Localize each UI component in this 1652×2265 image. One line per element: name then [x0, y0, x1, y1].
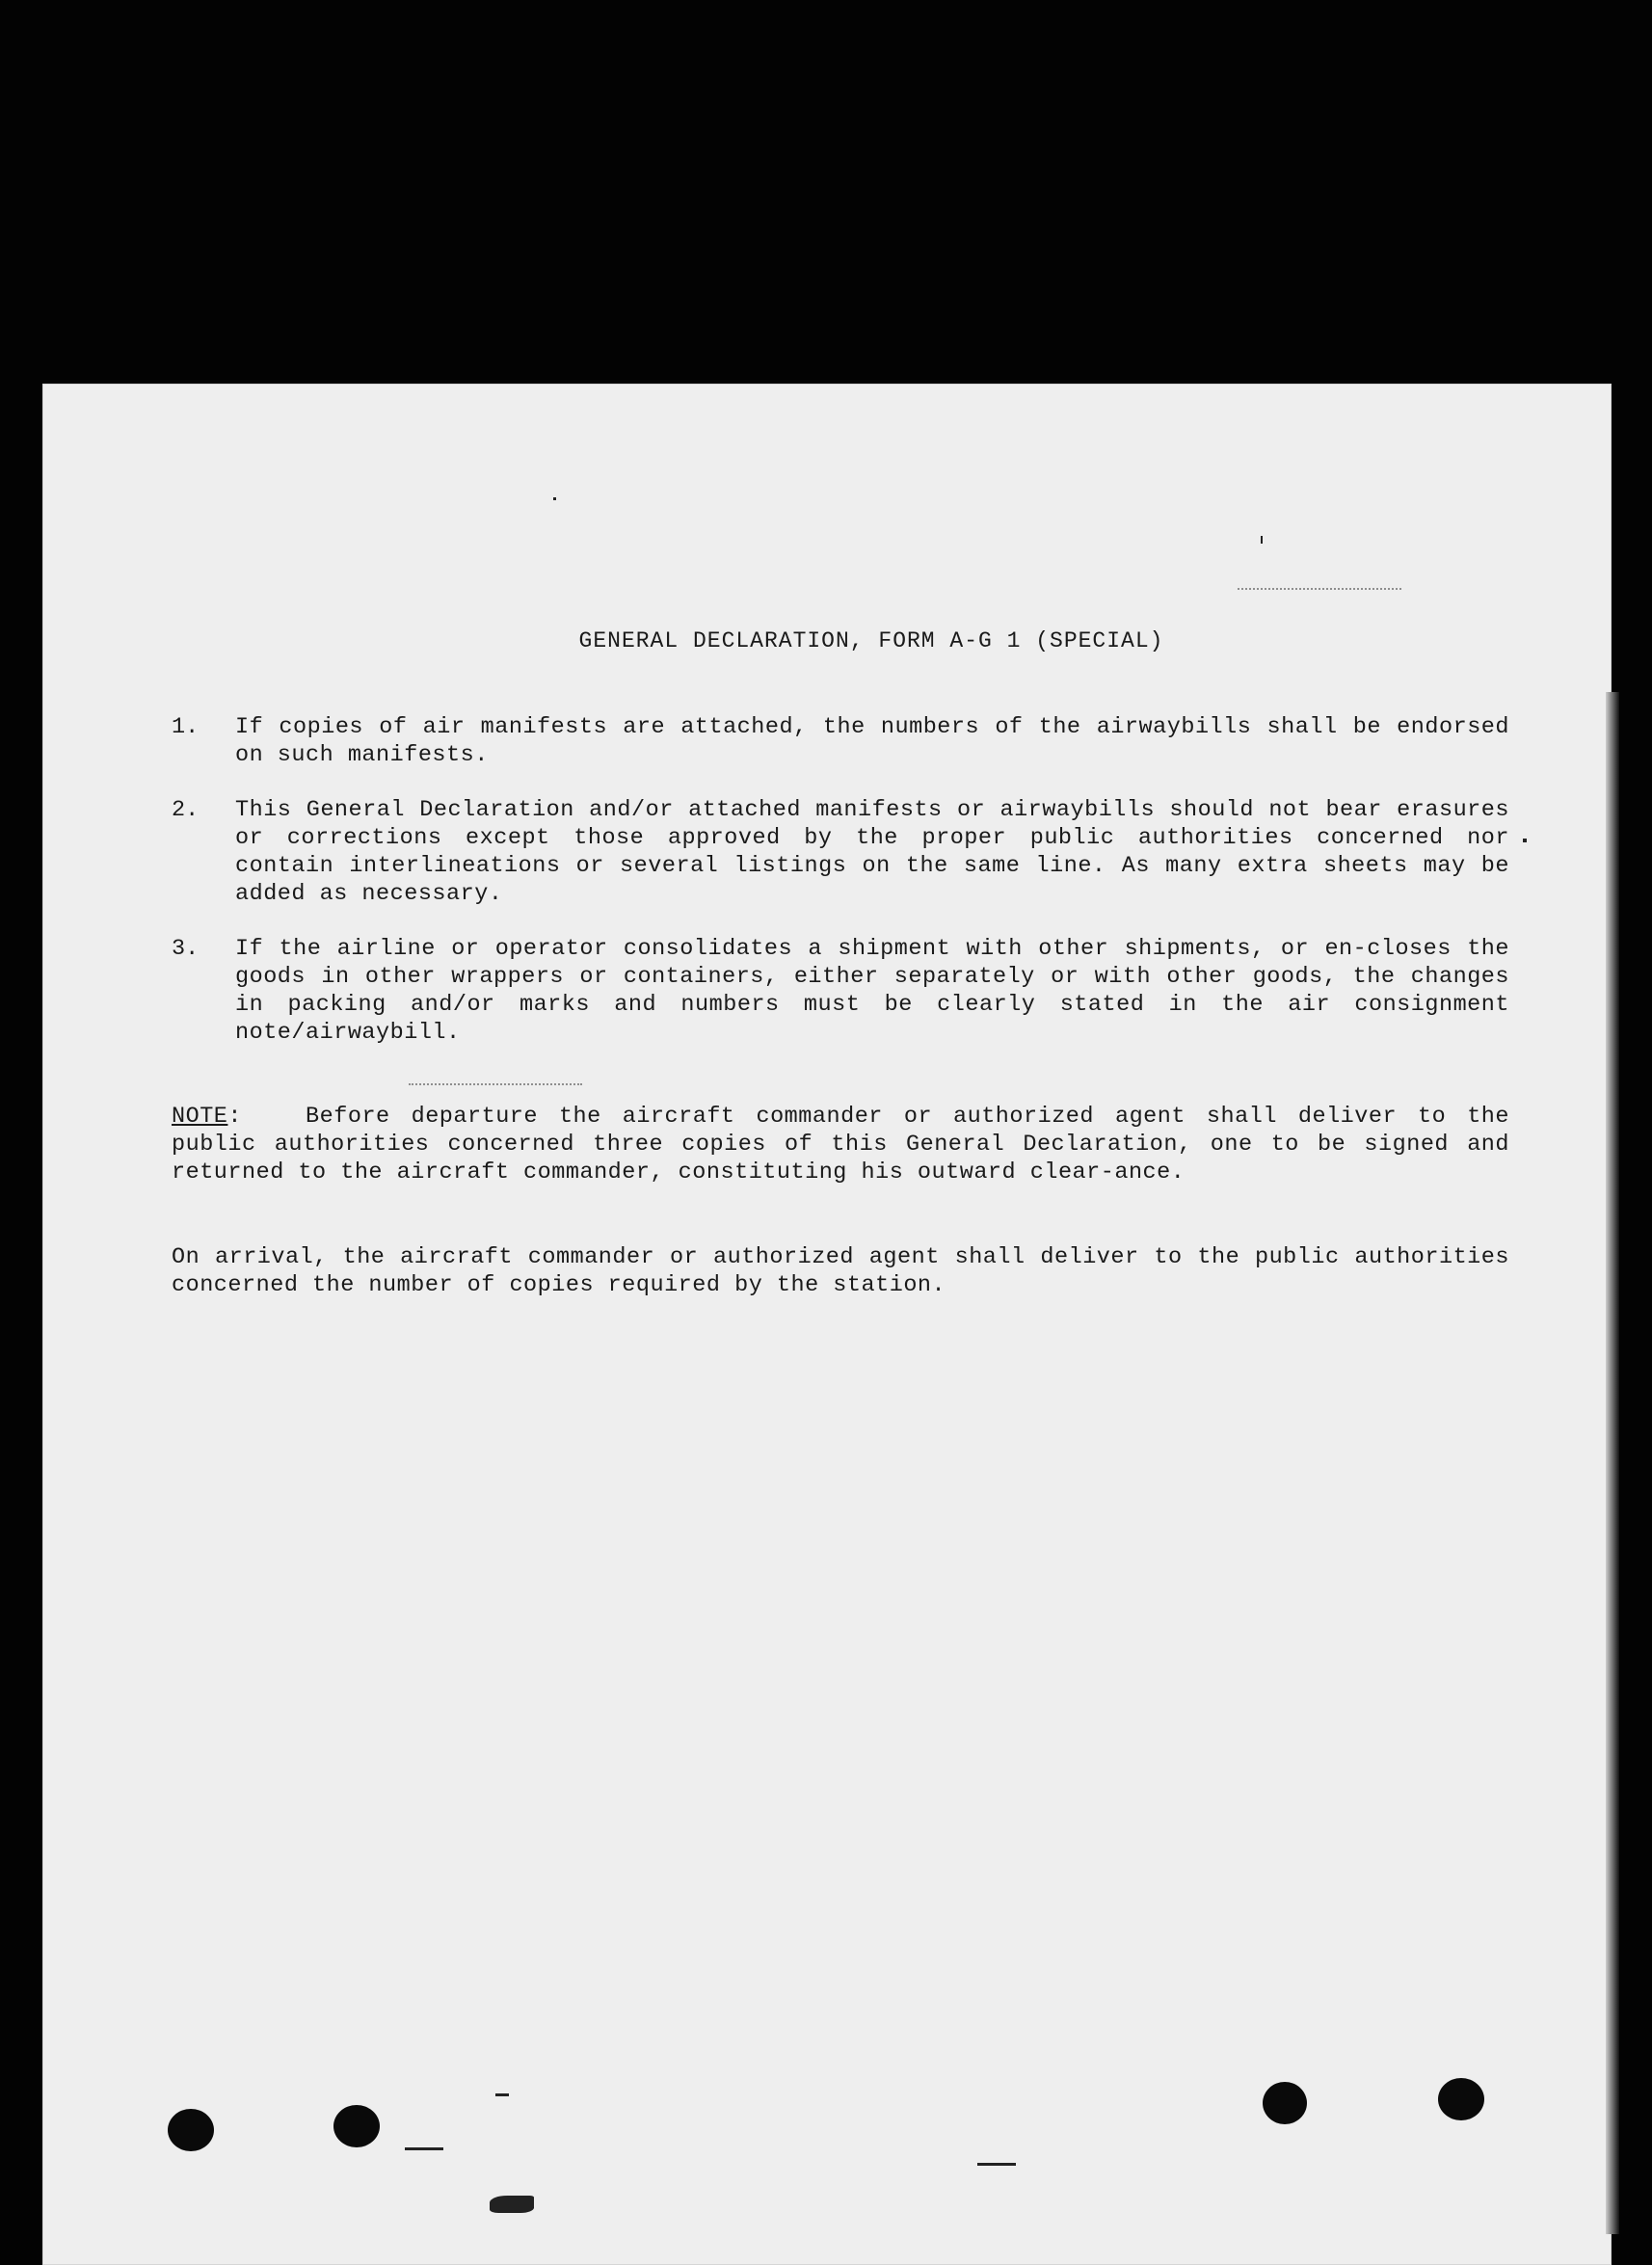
item-2-number: 2. — [172, 797, 200, 823]
speck — [490, 2196, 534, 2213]
item-3-number: 3. — [172, 936, 200, 962]
note-label: NOTE — [172, 1104, 228, 1130]
punch-hole — [1263, 2082, 1307, 2124]
punch-hole — [1438, 2078, 1484, 2120]
punch-hole — [333, 2105, 380, 2147]
item-3-text: If the airline or operator consolidates a shipment with other shipments, or en-closes the goods in other wrappers or containers, either separately or with other goods, the changes in packing and/or marks and numbers must be clearly stated in the air consignment note/airwaybill. — [235, 936, 1509, 1046]
speck — [553, 497, 556, 500]
document-title: GENERAL DECLARATION, FORM A-G 1 (SPECIAL) — [578, 628, 1164, 653]
speck — [977, 2163, 1016, 2166]
arrival-paragraph: On arrival, the aircraft commander or authorized agent shall deliver to the public authorities concerned the number of copies required by the station. — [172, 1244, 1509, 1298]
speck — [1261, 536, 1263, 544]
item-2-text: This General Declaration and/or attached manifests or airwaybills should not bear erasures or corrections except those approved by the proper public authorities concerned nor contain interlineations or several listings on the same line. As many extra sheets may be added as necessary. — [235, 797, 1509, 907]
speck — [495, 2093, 509, 2096]
document-page — [42, 384, 1612, 2265]
item-1-number: 1. — [172, 714, 200, 740]
speck — [405, 2147, 443, 2150]
punch-hole — [168, 2109, 214, 2151]
item-1-text: If copies of air manifests are attached, the numbers of the airwaybills shall be endorsed on such manifests. — [235, 714, 1509, 768]
note-colon: : — [227, 1104, 243, 1130]
faint-mark — [1238, 588, 1401, 590]
speck — [1523, 839, 1527, 842]
note-text: Before departure the aircraft commander or authorized agent shall deliver to the public authorities concerned three copies of this General Declaration, one to be signed and returned to the aircraft commander, constituting his outward clear-ance. — [172, 1104, 1509, 1186]
note-paragraph — [172, 1103, 1509, 1186]
faint-mark — [409, 1083, 582, 1085]
